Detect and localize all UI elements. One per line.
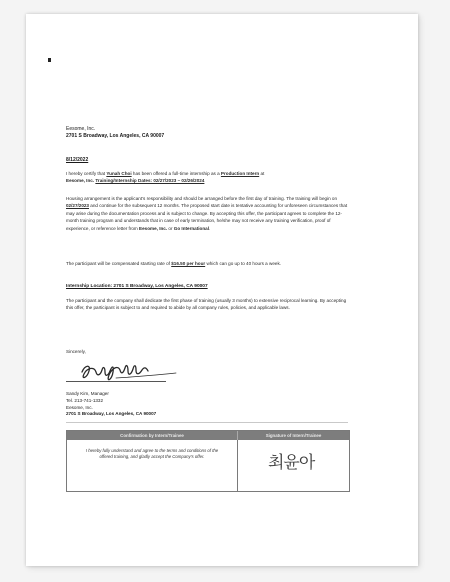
text-run: at [259,171,265,176]
signer-tel: Tel. 213-741-1332 [66,397,104,403]
pay-rate: $16.50 per hour [171,261,206,266]
start-date: 02/27/2023 [66,203,89,209]
intern-signature: 최윤아 [268,453,315,473]
training-paragraph: The participant and the company shall dedicate the first phase of training (usually 3 months) to extensive reciprocal learning. By accepting this offer, the participant is subject to and required to abide by all company rules, policies, and applicable laws. [66,298,347,311]
signer-address: 2701 S Broadway, Los Angeles, CA 90007 [66,411,157,417]
org-mention: Go International [173,225,209,231]
intern-signature-cell [237,440,349,491]
letter-date: 8/12/2022 [66,157,89,163]
page-mark [48,58,51,62]
company-mention: Eesome, Inc. [66,178,95,184]
text-run: has been offered a full-time internship as a [131,171,221,176]
applicant-name: Yunah Choi [106,171,132,176]
housing-paragraph [66,195,348,232]
company-name: Eesome, Inc. [66,126,96,132]
signer-company: Eesome, Inc. [66,404,93,410]
confirmation-table [66,430,350,492]
internship-location: Internship Location: 2701 S Broadway, Los Angeles, CA 90007 [66,284,208,289]
training-dates: Training/Internship Dates: 02/27/2023 – 02/26/2024 [95,178,205,184]
position-title: Production Intern [220,171,260,176]
company-header [66,126,164,140]
signer-name: Sandy Kim, Manager [66,391,109,396]
text-run: The participant will be compensated starting rate of [66,261,172,266]
text-run: I hereby certify that [66,171,107,176]
company-mention: Eesome, Inc. [139,225,168,231]
signer-block [66,391,156,418]
closing: Sincerely, [66,349,86,354]
offer-paragraph [66,170,348,185]
text-run: Housing arrangement is the applicant’s responsibility and should be arranged before the first day of training. The training will begin on [66,196,338,201]
text-run: and continue for the subsequent 12 months. The proposed start date is tentative accounting for unforeseen circumstances that may arise during the documentation process and is subject to change. By accepting this offer, the participant agrees to complete the 12-month training program and understands that in case of early termination, he/she may not receive any training verification, proof of experience, or reference letter from [66,203,348,231]
company-address: 2701 S Broadway, Los Angeles, CA 90007 [66,133,165,139]
text-run: . [209,225,211,231]
signature-line [66,381,166,382]
signature-header: Signature of Intern/Trainee [237,431,349,440]
confirmation-header: Confirmation by Intern/Trainee [67,431,237,440]
compensation-paragraph [66,260,348,267]
text-run: or [167,225,174,231]
text-run: which can go up to 40 hours a week. [205,261,282,266]
divider [66,422,348,423]
confirmation-statement: I hereby fully understand and agree to the terms and conditions of the offered training, and gladly accept the Company’s offer. [85,448,219,460]
